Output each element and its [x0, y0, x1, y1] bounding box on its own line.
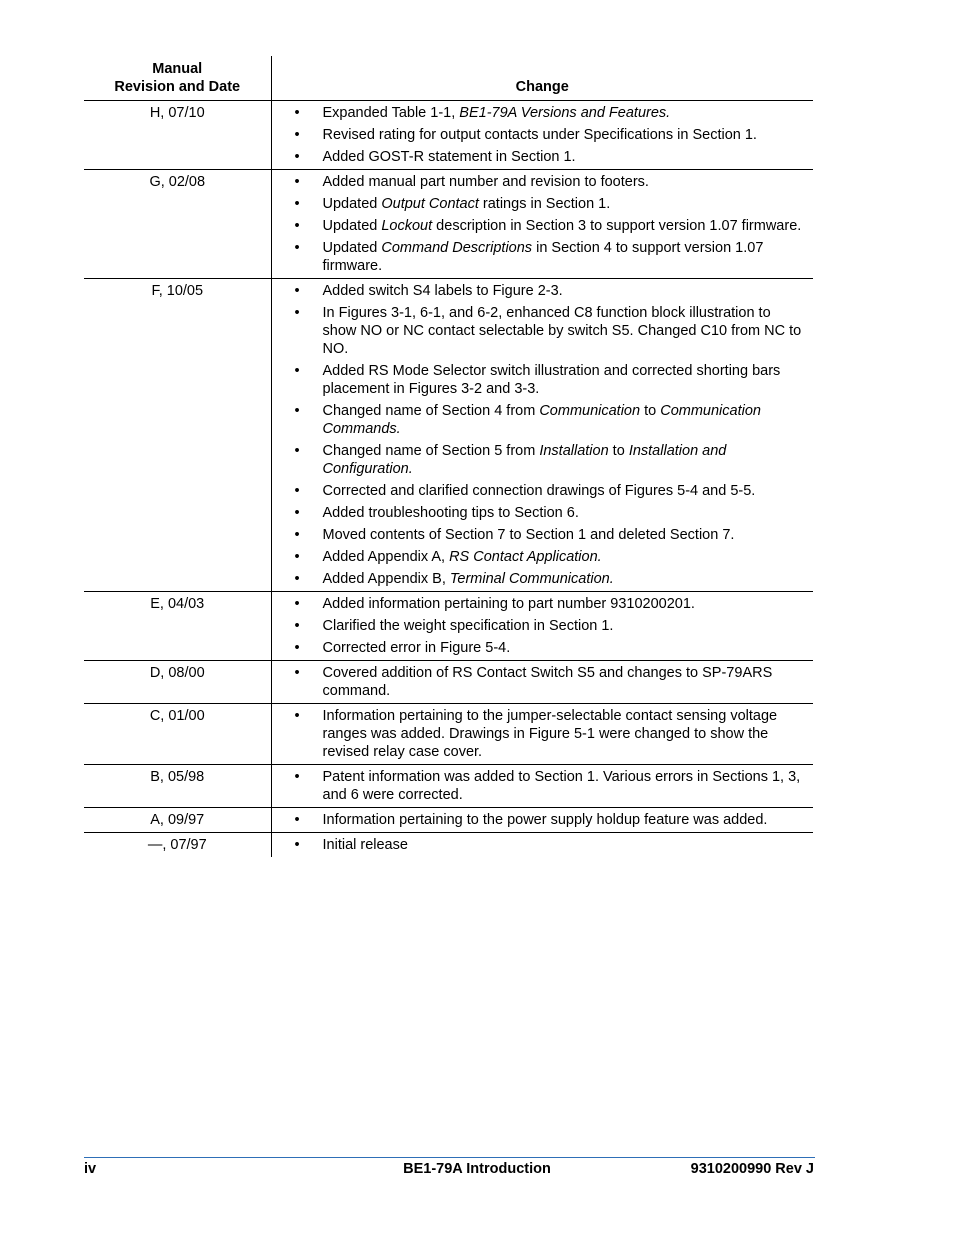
bullet-icon: •	[294, 640, 300, 656]
change-item	[272, 768, 814, 804]
bullet-icon: •	[294, 769, 300, 785]
change-cell	[271, 101, 813, 170]
change-list	[272, 768, 814, 804]
change-text: Covered addition of RS Contact Switch S5 and changes to SP-79ARS command.	[322, 665, 773, 699]
change-item	[272, 362, 814, 398]
change-list	[272, 595, 814, 657]
header-revision-line1: Manual	[152, 61, 203, 77]
header-revision-date	[84, 56, 271, 101]
bullet-icon: •	[294, 105, 300, 121]
change-text: Updated	[322, 240, 382, 256]
change-text-italic: Output Contact	[381, 196, 479, 212]
change-text: Clarified the weight specification in Section 1.	[322, 618, 614, 634]
bullet-icon: •	[294, 196, 300, 212]
change-text: Changed name of Section 4 from	[322, 403, 540, 419]
change-cell	[271, 833, 813, 858]
table-row	[84, 808, 813, 833]
change-text: in Section 4 to support version 1.07 firmware.	[322, 240, 764, 274]
change-cell	[271, 704, 813, 765]
change-item	[272, 442, 814, 478]
change-text: Added switch S4 labels to Figure 2-3.	[322, 283, 563, 299]
bullet-icon: •	[294, 665, 300, 681]
change-text: Added GOST-R statement in Section 1.	[322, 149, 576, 165]
header-revision-line2: Revision and Date	[114, 79, 241, 95]
table-row	[84, 279, 813, 592]
bullet-icon: •	[294, 618, 300, 634]
bullet-icon: •	[294, 505, 300, 521]
footer-page-number: iv	[84, 1161, 97, 1177]
change-text: Corrected and clarified connection drawings of Figures 5-4 and 5-5.	[322, 483, 756, 499]
change-text-italic: Command Descriptions	[381, 240, 533, 256]
bullet-icon: •	[294, 149, 300, 165]
change-text: Added RS Mode Selector switch illustration and corrected shorting bars placement in Figures 3-2 and 3-3.	[322, 363, 781, 397]
change-text: Revised rating for output contacts under Specifications in Section 1.	[322, 127, 757, 143]
change-text: Added troubleshooting tips to Section 6.	[322, 505, 579, 521]
change-text: Changed name of Section 5 from	[322, 443, 540, 459]
bullet-icon: •	[294, 837, 300, 853]
change-list	[272, 282, 814, 588]
change-text: Corrected error in Figure 5-4.	[322, 640, 511, 656]
footer-document-number: 9310200990 Rev J	[690, 1161, 814, 1177]
bullet-icon: •	[294, 527, 300, 543]
table-body	[84, 101, 813, 858]
change-text: In Figures 3-1, 6-1, and 6-2, enhanced C8 function block illustration to show NO or NC contact selectable by switch S5. Changed C10 from NC to NO.	[322, 305, 802, 357]
change-item	[272, 548, 814, 566]
change-item	[272, 482, 814, 500]
change-item	[272, 173, 814, 191]
change-item	[272, 402, 814, 438]
change-item	[272, 217, 814, 235]
bullet-icon: •	[294, 483, 300, 499]
change-item	[272, 304, 814, 358]
change-text-italic: Installation and Configuration.	[322, 443, 727, 477]
table-row	[84, 833, 813, 858]
bullet-icon: •	[294, 596, 300, 612]
bullet-icon: •	[294, 403, 300, 419]
change-text-italic: BE1-79A Versions and Features.	[459, 105, 671, 121]
revision-history-table	[84, 56, 813, 857]
change-text: Added manual part number and revision to footers.	[322, 174, 649, 190]
change-text: Moved contents of Section 7 to Section 1 and deleted Section 7.	[322, 527, 735, 543]
change-list	[272, 811, 814, 829]
revision-date-cell: G, 02/08	[84, 170, 271, 279]
change-list	[272, 104, 814, 166]
change-list	[272, 836, 814, 854]
table-row	[84, 661, 813, 704]
footer-rule	[84, 1157, 815, 1158]
change-item	[272, 126, 814, 144]
change-list	[272, 173, 814, 275]
change-cell	[271, 592, 813, 661]
table-row	[84, 101, 813, 170]
change-text: Information pertaining to the jumper-selectable contact sensing voltage ranges was added. Drawings in Figure 5-1 were changed to show the revised relay case cover.	[322, 708, 778, 760]
table-row	[84, 170, 813, 279]
change-text: Expanded Table 1-1,	[322, 105, 460, 121]
bullet-icon: •	[294, 283, 300, 299]
change-list	[272, 707, 814, 761]
change-item	[272, 811, 814, 829]
change-text: ratings in Section 1.	[478, 196, 611, 212]
bullet-icon: •	[294, 443, 300, 459]
change-text: Information pertaining to the power supply holdup feature was added.	[322, 812, 768, 828]
bullet-icon: •	[294, 305, 300, 321]
change-item	[272, 526, 814, 544]
bullet-icon: •	[294, 363, 300, 379]
change-text: description in Section 3 to support version 1.07 firmware.	[432, 218, 802, 234]
change-item	[272, 664, 814, 700]
bullet-icon: •	[294, 549, 300, 565]
table-row	[84, 765, 813, 808]
revision-date-cell: B, 05/98	[84, 765, 271, 808]
revision-date-cell: H, 07/10	[84, 101, 271, 170]
change-text: Added information pertaining to part number 9310200201.	[322, 596, 695, 612]
footer-title: BE1-79A Introduction	[403, 1161, 551, 1177]
change-item	[272, 148, 814, 166]
change-text: Added Appendix B,	[322, 571, 450, 587]
change-item	[272, 836, 814, 854]
revision-date-cell: —, 07/97	[84, 833, 271, 858]
revision-date-cell: A, 09/97	[84, 808, 271, 833]
change-text-italic: RS Contact Application.	[449, 549, 602, 565]
change-text-italic: Lockout	[381, 218, 433, 234]
table-row	[84, 704, 813, 765]
change-item	[272, 282, 814, 300]
bullet-icon: •	[294, 240, 300, 256]
change-cell	[271, 170, 813, 279]
change-cell	[271, 279, 813, 592]
change-item	[272, 617, 814, 635]
bullet-icon: •	[294, 812, 300, 828]
revision-date-cell: E, 04/03	[84, 592, 271, 661]
change-item	[272, 104, 814, 122]
revision-date-cell: D, 08/00	[84, 661, 271, 704]
header-change: Change	[271, 56, 813, 101]
revision-date-cell: F, 10/05	[84, 279, 271, 592]
table-row	[84, 592, 813, 661]
change-text-italic: Terminal Communication.	[449, 571, 614, 587]
change-text: Updated	[322, 218, 382, 234]
change-item	[272, 195, 814, 213]
change-item	[272, 239, 814, 275]
change-item	[272, 707, 814, 761]
change-cell	[271, 765, 813, 808]
change-cell	[271, 661, 813, 704]
change-item	[272, 595, 814, 613]
bullet-icon: •	[294, 127, 300, 143]
change-item	[272, 504, 814, 522]
change-item	[272, 639, 814, 657]
bullet-icon: •	[294, 218, 300, 234]
change-text: Patent information was added to Section 1. Various errors in Sections 1, 3, and 6 were corrected.	[322, 769, 801, 803]
bullet-icon: •	[294, 708, 300, 724]
change-text-italic: Communication	[539, 403, 641, 419]
change-item	[272, 570, 814, 588]
change-cell	[271, 808, 813, 833]
bullet-icon: •	[294, 571, 300, 587]
change-text-italic: Installation	[539, 443, 609, 459]
change-text-italic: Communication Commands.	[322, 403, 761, 437]
bullet-icon: •	[294, 174, 300, 190]
revision-date-cell: C, 01/00	[84, 704, 271, 765]
change-text: to	[608, 443, 629, 459]
change-text: to	[640, 403, 661, 419]
table-header-row	[84, 56, 813, 101]
change-text: Added Appendix A,	[322, 549, 450, 565]
change-text: Initial release	[322, 837, 408, 853]
change-list	[272, 664, 814, 700]
change-text: Updated	[322, 196, 382, 212]
